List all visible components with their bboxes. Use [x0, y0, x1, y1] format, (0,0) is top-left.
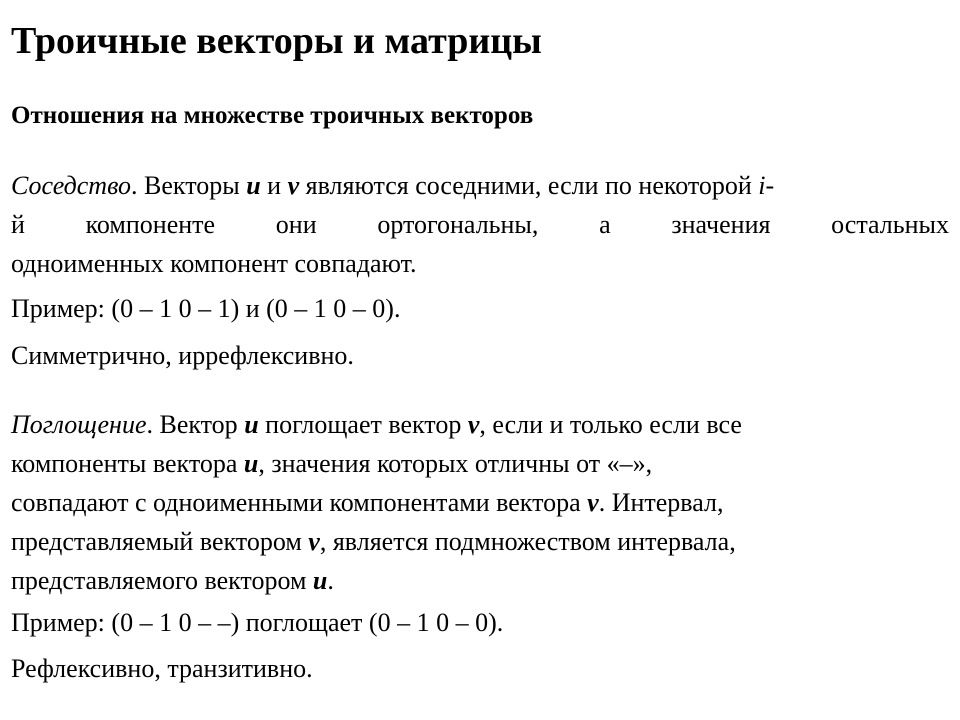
absorb-text-2b: , значения которых отличны от «–»,: [258, 449, 653, 478]
neighbor-text-1: . Векторы: [131, 171, 247, 200]
absorb-text-1b: поглощает вектор: [258, 410, 468, 439]
neighbor-definition-line-1: [11, 166, 949, 205]
absorb-text-3b: . Интервал,: [598, 488, 724, 517]
slide-subtitle: Отношения на множестве троичных векторов: [11, 102, 534, 129]
index-i-symbol: i: [758, 171, 766, 200]
absorb-definition-line-5: [11, 561, 742, 600]
neighbor-definition-line-3: одноименных компонент совпадают.: [11, 249, 417, 278]
absorb-text-3a: совпадают с одноименными компонентами вектора: [11, 488, 588, 517]
absorb-text-4a: представляемый вектором: [11, 527, 309, 556]
absorb-example: Пример: (0 – 1 0 – –) поглощает (0 – 1 0 – 0).: [11, 608, 504, 637]
vector-v-symbol: v: [287, 171, 300, 200]
vector-u-symbol: u: [243, 449, 259, 478]
vector-v-symbol: v: [467, 410, 480, 439]
absorb-definition-line-2: [11, 444, 742, 483]
neighbor-text-4: -: [765, 171, 775, 200]
neighbor-definition-line-2: й компоненте они ортогональны, а значения остальных: [11, 210, 949, 239]
vector-u-symbol: u: [246, 171, 261, 200]
absorb-text-4b: , является подмножеством интервала,: [319, 527, 736, 556]
slide-title: Троичные векторы и матрицы: [11, 20, 542, 62]
absorb-text-5a: представляемого вектором: [11, 566, 313, 595]
vector-u-symbol: u: [312, 566, 328, 595]
absorb-definition-line-4: [11, 522, 742, 561]
absorb-properties: Рефлексивно, транзитивно.: [11, 654, 313, 683]
absorb-text-5b: .: [327, 566, 334, 595]
absorb-text-1a: . Вектор: [146, 410, 245, 439]
absorb-definition: [11, 405, 742, 600]
neighbor-properties: Симметрично, иррефлексивно.: [11, 341, 354, 370]
neighbor-term: Соседство: [11, 171, 132, 200]
neighbor-example: Пример: (0 – 1 0 – 1) и (0 – 1 0 – 0).: [11, 294, 401, 323]
neighbor-text-3: являются соседними, если по некоторой: [299, 171, 759, 200]
absorb-definition-line-3: [11, 483, 742, 522]
absorb-text-2a: компоненты вектора: [11, 449, 244, 478]
vector-v-symbol: v: [308, 527, 320, 556]
absorb-term: Поглощение: [11, 410, 147, 439]
vector-u-symbol: u: [244, 410, 259, 439]
neighbor-text-2: и: [260, 171, 288, 200]
absorb-definition-line-1: [11, 405, 742, 444]
absorb-text-1c: , если и только если все: [479, 410, 742, 439]
vector-v-symbol: v: [587, 488, 599, 517]
neighbor-definition: [11, 166, 949, 283]
